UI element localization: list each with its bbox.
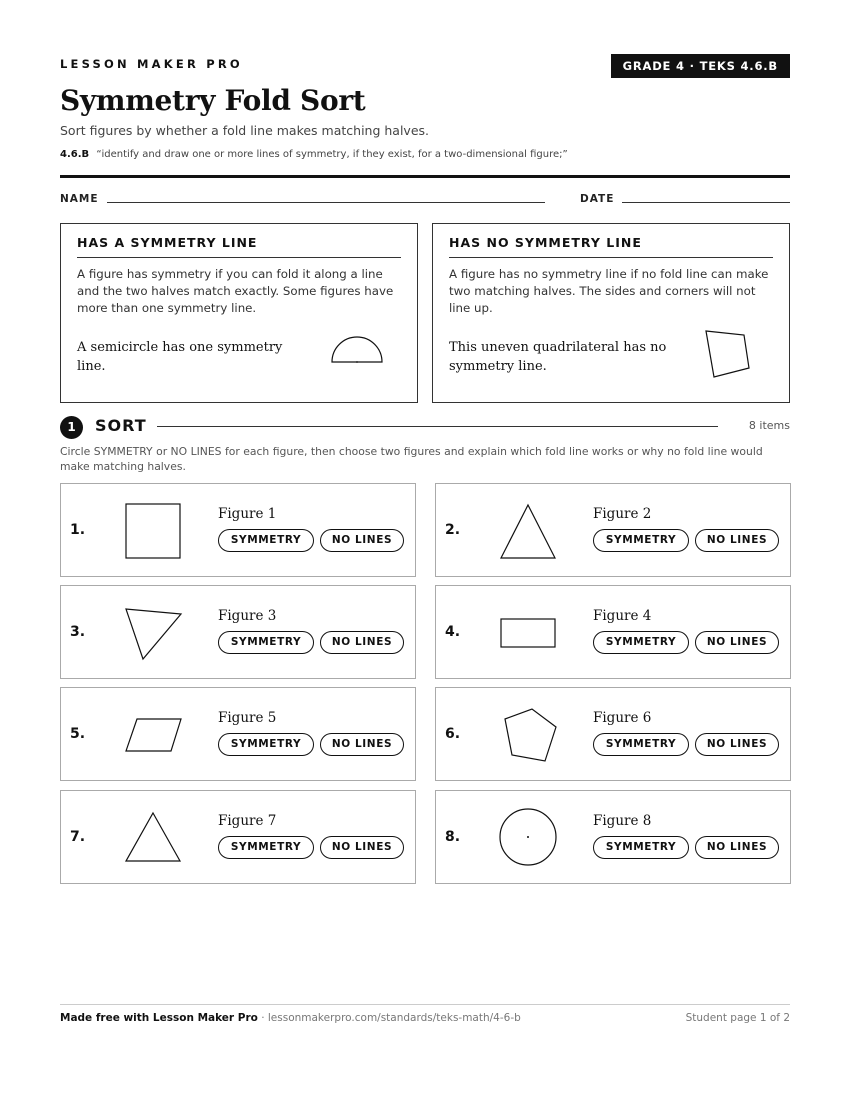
item-number: 2. — [445, 522, 461, 538]
section-instructions: Circle SYMMETRY or NO LINES for each figure, then choose two figures and explain which fold line works or why no fold line would make matching halves. — [60, 445, 763, 473]
figure-label: Figure 3 — [218, 608, 277, 624]
figure-card — [435, 687, 791, 781]
item-number: 4. — [445, 624, 461, 640]
symmetry-option[interactable]: SYMMETRY — [218, 529, 314, 552]
date-field[interactable] — [622, 202, 790, 203]
no-symmetry-info-box — [432, 223, 790, 403]
section-header — [60, 415, 790, 439]
item-count: 8 items — [748, 419, 790, 432]
symmetry-option[interactable]: SYMMETRY — [593, 631, 689, 654]
circle-icon — [498, 808, 558, 868]
info-body: A figure has no symmetry line if no fold line can make two matching halves. The sides and corners will not line up. — [449, 267, 769, 315]
date-label: DATE — [580, 193, 615, 205]
header-divider — [60, 175, 790, 178]
item-number: 5. — [70, 726, 86, 742]
semicircle-icon — [329, 335, 385, 365]
brand-name: LESSON MAKER PRO — [60, 57, 243, 71]
figure-card — [60, 687, 416, 781]
figure-card — [60, 483, 416, 577]
figure-card — [60, 585, 416, 679]
figure-card — [60, 790, 416, 884]
equilateral-triangle-icon — [123, 808, 183, 868]
no-lines-option[interactable]: NO LINES — [320, 529, 404, 552]
info-example: This uneven quadrilateral has no symmetry line. — [449, 340, 667, 374]
info-heading: HAS NO SYMMETRY LINE — [449, 235, 773, 258]
page-title: Symmetry Fold Sort — [60, 84, 366, 117]
symmetry-option[interactable]: SYMMETRY — [593, 836, 689, 859]
no-lines-option[interactable]: NO LINES — [695, 631, 779, 654]
symmetry-option[interactable]: SYMMETRY — [218, 631, 314, 654]
figure-card — [435, 483, 791, 577]
section-divider — [157, 426, 718, 427]
rectangle-icon — [498, 603, 558, 663]
footer-url[interactable]: · lessonmakerpro.com/standards/teks-math/4-6-b — [257, 1012, 521, 1024]
symmetry-info-box — [60, 223, 418, 403]
item-number: 1. — [70, 522, 86, 538]
page-indicator: Student page 1 of 2 — [685, 1012, 790, 1024]
page-subtitle: Sort figures by whether a fold line makes matching halves. — [60, 123, 430, 138]
figure-label: Figure 6 — [593, 710, 652, 726]
no-lines-option[interactable]: NO LINES — [320, 631, 404, 654]
footer-divider — [60, 1004, 790, 1005]
isosceles-triangle-icon — [498, 501, 558, 561]
name-field[interactable] — [107, 202, 545, 203]
figure-label: Figure 7 — [218, 813, 277, 829]
scalene-triangle-icon — [123, 603, 183, 663]
info-example: A semicircle has one symmetry line. — [77, 340, 283, 374]
square-icon — [123, 501, 183, 561]
section-number: 1 — [60, 416, 83, 439]
symmetry-option[interactable]: SYMMETRY — [593, 529, 689, 552]
parallelogram-icon — [123, 705, 183, 765]
item-number: 8. — [445, 829, 461, 845]
no-lines-option[interactable]: NO LINES — [695, 529, 779, 552]
no-lines-option[interactable]: NO LINES — [320, 836, 404, 859]
symmetry-option[interactable]: SYMMETRY — [218, 733, 314, 756]
figure-card — [435, 585, 791, 679]
footer-credit — [60, 1012, 521, 1024]
figure-label: Figure 4 — [593, 608, 652, 624]
figure-label: Figure 8 — [593, 813, 652, 829]
standard-line — [60, 149, 568, 160]
info-heading: HAS A SYMMETRY LINE — [77, 235, 401, 258]
symmetry-option[interactable]: SYMMETRY — [593, 733, 689, 756]
footer-brand: Made free with Lesson Maker Pro — [60, 1012, 258, 1024]
section-title: SORT — [95, 416, 147, 435]
name-date-row — [60, 193, 790, 207]
item-number: 6. — [445, 726, 461, 742]
item-number: 7. — [70, 829, 86, 845]
figure-label: Figure 5 — [218, 710, 277, 726]
standard-text: “identify and draw one or more lines of symmetry, if they exist, for a two-dimensional figure;” — [96, 149, 568, 160]
figure-label: Figure 2 — [593, 506, 652, 522]
irregular-pentagon-icon — [498, 705, 558, 765]
standard-code: 4.6.B — [60, 149, 90, 160]
irregular-quadrilateral-icon — [701, 327, 753, 379]
no-lines-option[interactable]: NO LINES — [695, 836, 779, 859]
no-lines-option[interactable]: NO LINES — [695, 733, 779, 756]
no-lines-option[interactable]: NO LINES — [320, 733, 404, 756]
name-label: NAME — [60, 193, 99, 205]
figure-label: Figure 1 — [218, 506, 277, 522]
figure-card — [435, 790, 791, 884]
grade-badge: GRADE 4 · TEKS 4.6.B — [611, 54, 790, 78]
symmetry-option[interactable]: SYMMETRY — [218, 836, 314, 859]
info-body: A figure has symmetry if you can fold it along a line and the two halves match exactly. Some figures have more than one symmetry line. — [77, 267, 394, 315]
item-number: 3. — [70, 624, 86, 640]
